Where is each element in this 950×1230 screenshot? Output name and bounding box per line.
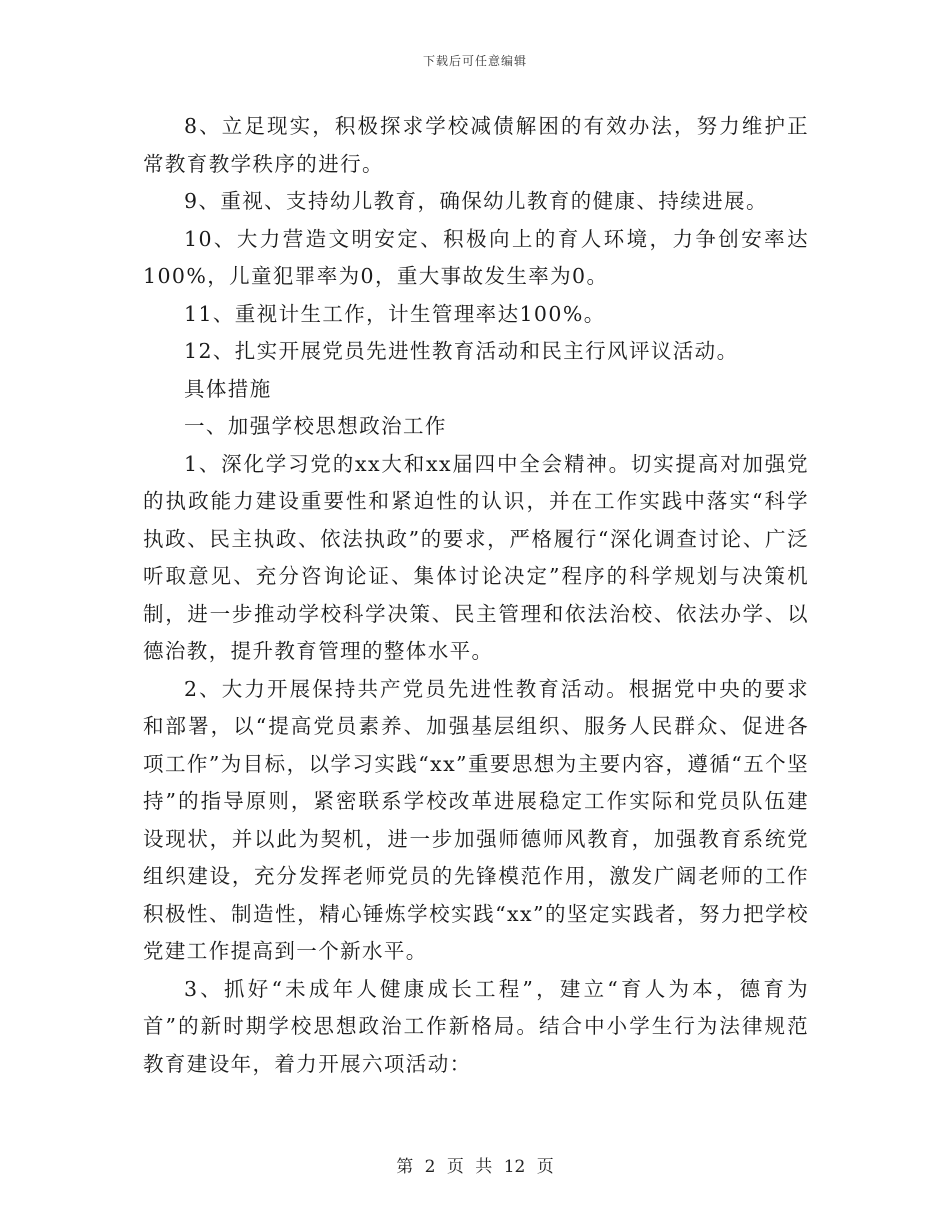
paragraph-measure-2: 2、大力开展保持共产党员先进性教育活动。根据党中央的要求和部署，以“提高党员素养、加强基层组织、服务人民群众、促进各项工作”为目标，以学习实践“xx”重要思想为主要内容，遵循“五个坚持”的指导原则，紧密联系学校改革进展稳定工作实际和党员队伍建设现状，并以此为契机，进一步加强师德师风教育，加强教育系统党组织建设，充分发挥老师党员的先锋模范作用，激发广阔老师的工作积极性、制造性，精心锤炼学校实践“xx”的坚定实践者，努力把学校党建工作提高到一个新水平。: [143, 676, 809, 963]
paragraph-item-10: 10、大力营造文明安定、积极向上的育人环境，力争创安率达100%，儿童犯罪率为0，重大事故发生率为0。: [143, 226, 809, 288]
paragraph-item-12: 12、扎实开展党员先进性教育活动和民主行风评议活动。: [184, 339, 739, 363]
page-header-note: 下载后可任意编辑: [422, 54, 527, 68]
paragraph-measure-1: 1、深化学习党的xx大和xx届四中全会精神。切实提高对加强党的执政能力建设重要性和紧迫性的认识，并在工作实践中落实“科学执政、民主执政、依法执政”的要求，严格履行“深化调查讨论、广泛听取意见、充分咨询论证、集体讨论决定”程序的科学规划与决策机制，进一步推动学校科学决策、民主管理和依法治校、依法办学、以德治教，提升教育管理的整体水平。: [143, 451, 809, 663]
paragraph-item-8: 8、立足现实，积极探求学校减债解困的有效办法，努力维护正常教育教学秩序的进行。: [143, 114, 809, 176]
paragraph-item-9: 9、重视、支持幼儿教育，确保幼儿教育的健康、持续进展。: [184, 189, 768, 213]
document-body: [143, 108, 809, 1083]
page-number-footer: 第 2 页 共 12 页: [396, 1157, 554, 1177]
paragraph-item-11: 11、重视计生工作，计生管理率达100%。: [184, 301, 606, 326]
section-heading-measures: 具体措施: [184, 376, 272, 401]
section-heading-political-work: 一、加强学校思想政治工作: [184, 414, 447, 438]
paragraph-measure-3: 3、抓好“未成年人健康成长工程”，建立“育人为本，德育为首”的新时期学校思想政治工作新格局。结合中小学生行为法律规范教育建设年，着力开展六项活动：: [143, 976, 809, 1076]
